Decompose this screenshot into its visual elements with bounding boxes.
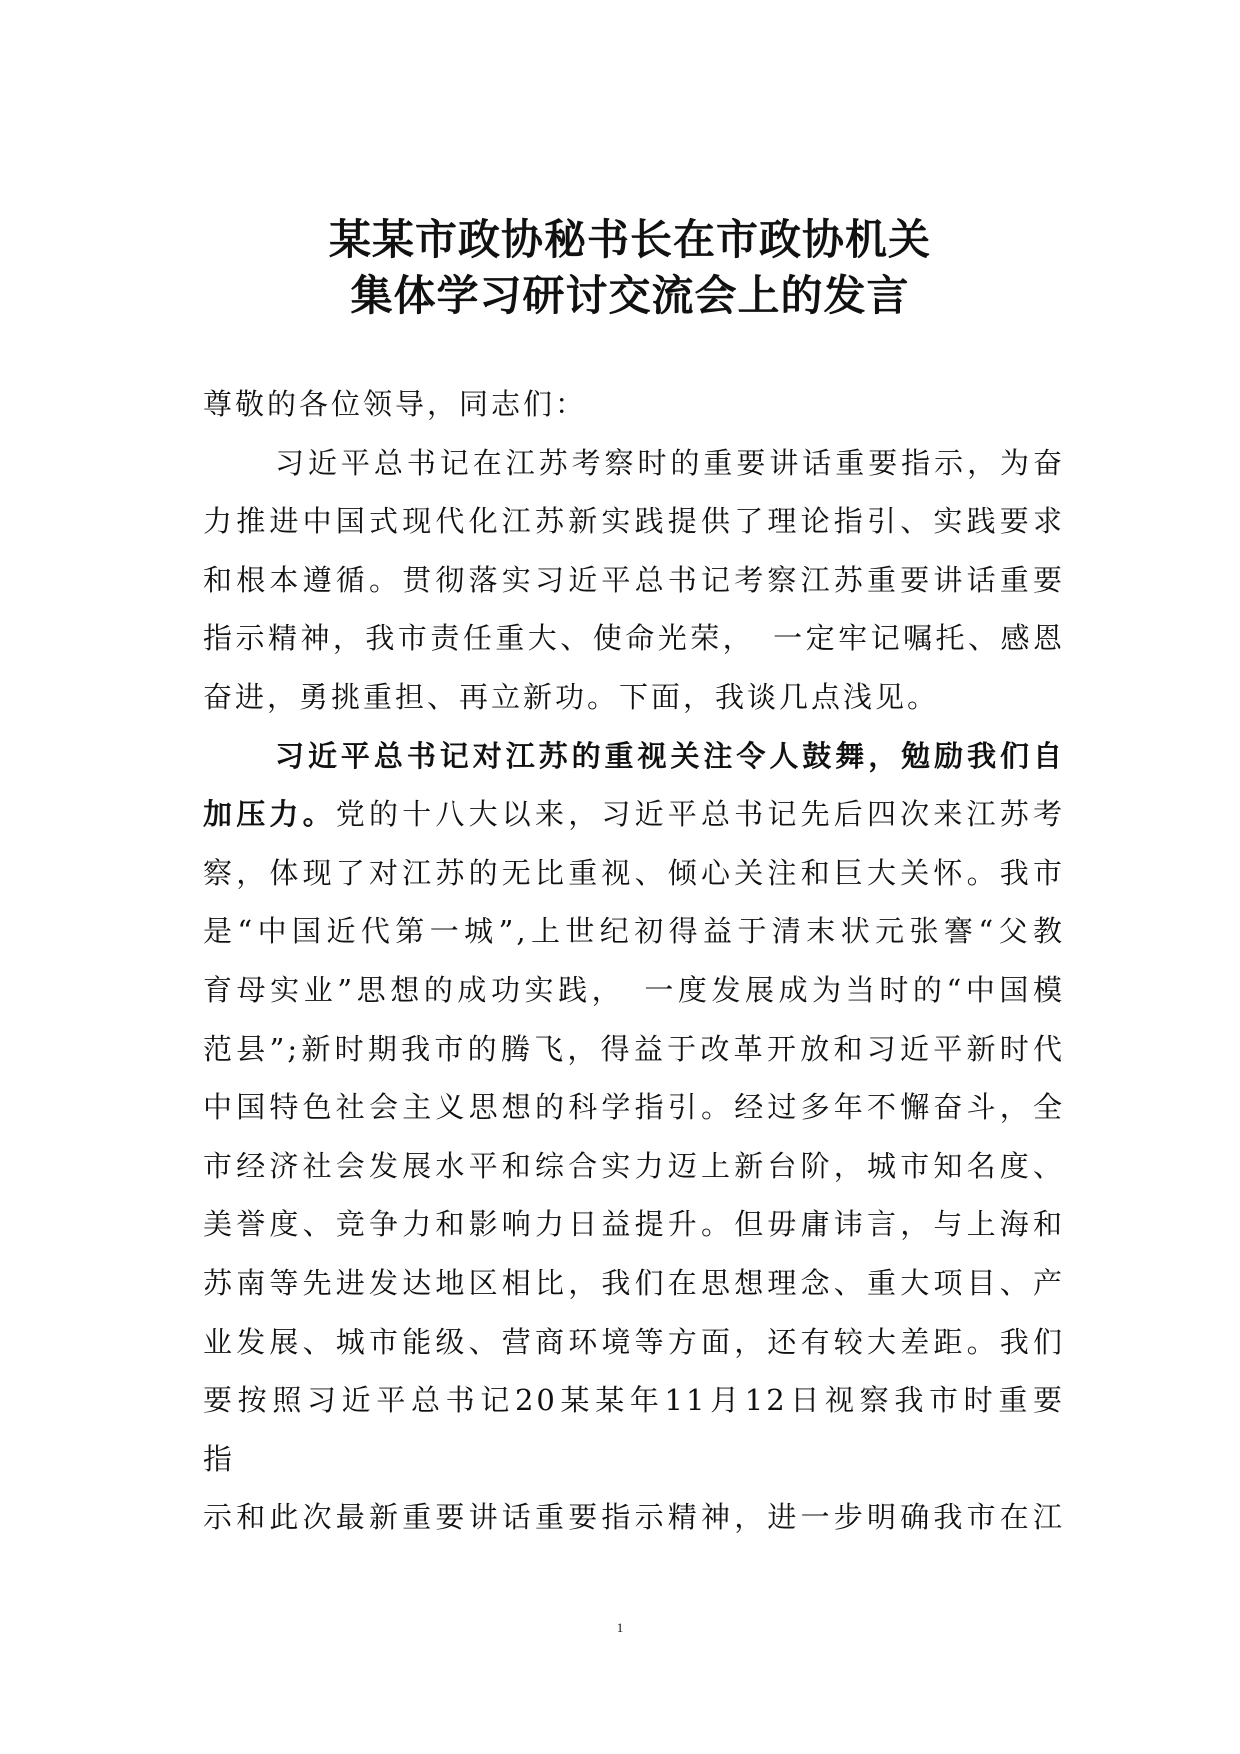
paragraph-section-1 [203,727,1065,1547]
paragraph-line: 力推进中国式现代化江苏新实践提供了理论指引、实践要求 [203,504,1065,539]
paragraph-line-orphan: 指 [203,1441,236,1476]
paragraph-line: 是“中国近代第一城”,上世纪初得益于清末状元张謇“父教 [203,914,1065,949]
section-heading-end: 加压力。 [203,797,336,832]
paragraph-line: 业发展、城市能级、营商环境等方面，还有较大差距。我们 [203,1324,1065,1359]
page-number: 1 [616,1620,624,1635]
paragraph-line: 苏南等先进发达地区相比，我们在思想理念、重大项目、产 [203,1265,1065,1300]
paragraph-line: 中国特色社会主义思想的科学指引。经过多年不懈奋斗，全 [203,1090,1065,1125]
title-line-1: 某某市政协秘书长在市政协机关 [328,215,931,264]
paragraph-line [203,785,1065,844]
paragraph-line: 市经济社会发展水平和综合实力迈上新台阶，城市知名度、 [203,1148,1065,1183]
document-body [203,375,1065,1547]
paragraph-line: 示和此次最新重要讲话重要指示精神，进一步明确我市在江 [203,1500,1065,1535]
paragraph-line: 察，体现了对江苏的无比重视、倾心关注和巨大关怀。我市 [203,855,1065,890]
paragraph-line-rest: 党的十八大以来，习近平总书记先后四次来江苏考 [335,797,1065,832]
paragraph-line: 范县”;新时期我市的腾飞，得益于改革开放和习近平新时代 [203,1031,1065,1066]
paragraph-line: 奋进，勇挑重担、再立新功。下面，我谈几点浅见。 [203,679,940,714]
title-line-2: 集体学习研讨交流会上的发言 [350,271,910,320]
salutation-text: 尊敬的各位领导，同志们： [203,387,588,421]
paragraph-line: 习近平总书记在江苏考察时的重要讲话重要指示，为奋 [275,445,1065,480]
paragraph-line: 美誉度、竞争力和影响力日益提升。但毋庸讳言，与上海和 [203,1207,1065,1242]
salutation [203,375,1065,434]
paragraph-line: 育母实业”思想的成功实践， 一度发展成为当时的“中国模 [203,972,1065,1007]
paragraph-line: 要按照习近平总书记20某某年11月12日视察我市时重要 [203,1383,1065,1418]
document-title [200,212,1060,324]
paragraph-intro [203,434,1065,727]
paragraph-line: 指示精神，我市责任重大、使命光荣， 一定牢记嘱托、感恩 [203,621,1065,656]
paragraph-line: 和根本遵循。贯彻落实习近平总书记考察江苏重要讲话重要 [203,562,1065,597]
section-heading-line: 习近平总书记对江苏的重视关注令人鼓舞，勉励我们自 [275,738,1065,773]
